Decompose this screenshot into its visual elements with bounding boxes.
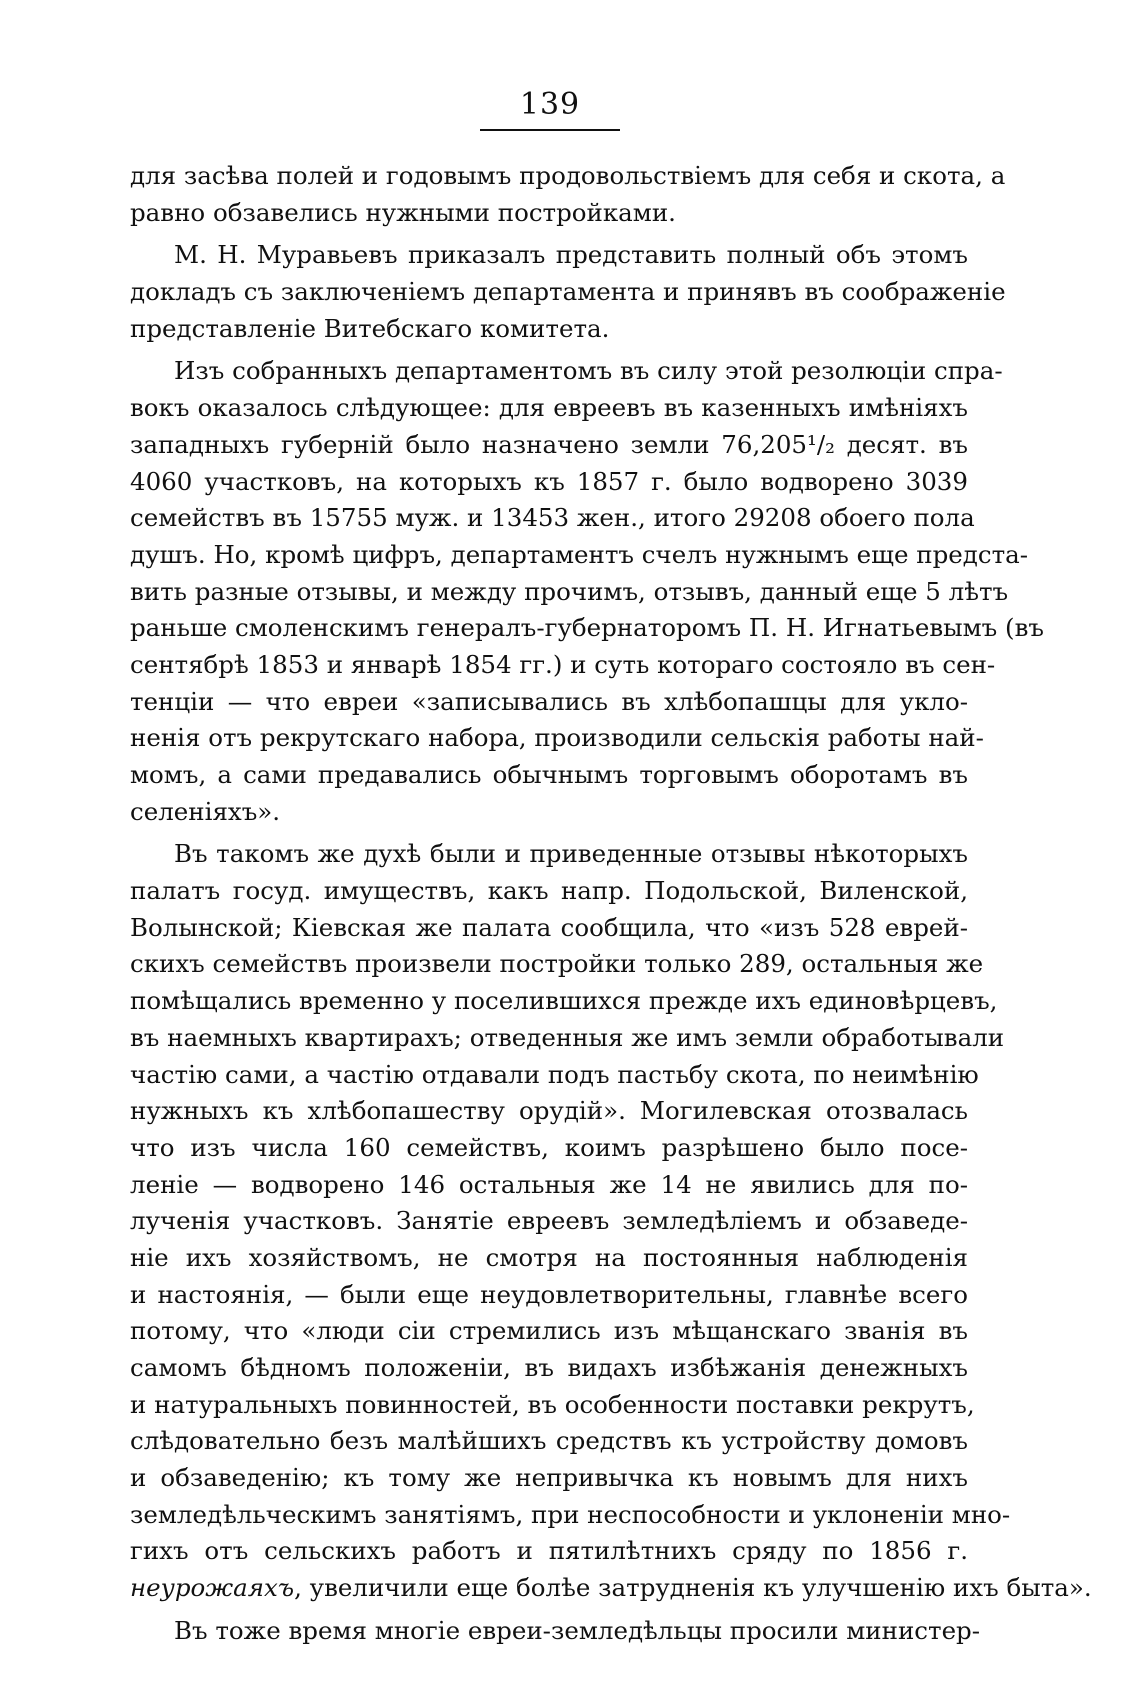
text-line: докладъ съ заключеніемъ департамента и принявъ въ соображеніе: [130, 277, 1006, 307]
text-line: земледѣльческимъ занятіямъ, при неспособности и уклоненіи мно-: [130, 1499, 1011, 1529]
text-line: леніе — водворено 146 остальныя же 14 не явились для по-: [130, 1169, 968, 1199]
text-line-with-italic: [130, 1570, 1092, 1607]
text-line: вокъ оказалось слѣдующее: для евреевъ въ казенныхъ имѣніяхъ: [130, 393, 968, 423]
page-number-rule: [480, 129, 620, 131]
text-line: слѣдовательно безъ малѣйшихъ средствъ къ устройству домовъ: [130, 1426, 968, 1456]
text-line: вить разные отзывы, и между прочимъ, отзывъ, данный еще 5 лѣтъ: [130, 576, 1009, 606]
italic-word: неурожаяхъ: [130, 1573, 295, 1603]
text-line: нужныхъ къ хлѣбопашеству орудій». Могилевская отозвалась: [130, 1096, 968, 1126]
text-line: сентябрѣ 1853 и январѣ 1854 гг.) и суть котораго состояло въ сен-: [130, 649, 996, 679]
text-line: помѣщались временно у поселившихся прежде ихъ единовѣрцевъ,: [130, 986, 998, 1016]
text-line: ніе ихъ хозяйствомъ, не смотря на постоянныя наблюденія: [130, 1242, 968, 1272]
text-line: потому, что «люди сіи стремились изъ мѣщанскаго званія въ: [130, 1316, 968, 1346]
text-line: самомъ бѣдномъ положеніи, въ видахъ избѣжанія денежныхъ: [130, 1353, 968, 1382]
text-line: лученія участковъ. Занятіе евреевъ земледѣліемъ и обзаведе-: [130, 1206, 968, 1236]
text-line: палатъ госуд. имуществъ, какъ напр. Подольской, Виленской,: [130, 876, 968, 906]
text-line: ненія отъ рекрутскаго набора, производили сельскія работы най-: [130, 723, 984, 753]
text-line: душъ. Но, кромѣ цифръ, департаментъ счелъ нужнымъ еще предста-: [130, 539, 1029, 569]
text-line: семействъ въ 15755 муж. и 13453 жен., итого 29208 обоего пола: [130, 503, 975, 533]
text-line: селеніяхъ».: [130, 796, 281, 826]
text-line: гихъ отъ сельскихъ работъ и пятилѣтнихъ сряду по 1856 г.: [130, 1536, 968, 1566]
text-line: Волынской; Кіевская же палата сообщила, что «изъ 528 еврей-: [130, 912, 968, 942]
text-line: для засѣва полей и годовымъ продовольствіемъ для себя и скота, а: [130, 161, 1006, 190]
text-line: равно обзавелись нужными постройками.: [130, 197, 676, 227]
text-line: скихъ семействъ произвели постройки только 289, остальныя же: [130, 949, 984, 979]
text-line: и обзаведенію; къ тому же непривычка къ новымъ для нихъ: [130, 1463, 968, 1493]
text-line: представленіе Витебскаго комитета.: [130, 313, 610, 343]
text-line: раньше смоленскимъ генералъ-губернаторомъ П. Н. Игнатьевымъ (въ: [130, 613, 1044, 643]
text-line: и настоянія, — были еще неудовлетворительны, главнѣе всего: [130, 1279, 968, 1309]
text-line: и натуральныхъ повинностей, въ особенности поставки рекрутъ,: [130, 1389, 975, 1419]
page-number: 139: [519, 87, 581, 122]
paragraph-start-line: М. Н. Муравьевъ приказалъ представить полный объ этомъ: [174, 240, 968, 270]
text-line: момъ, а сами предавались обычнымъ торговымъ оборотамъ въ: [130, 760, 968, 789]
text-line: что изъ числа 160 семействъ, коимъ разрѣшено было посе-: [130, 1132, 968, 1162]
text-line: западныхъ губерній было назначено земли 76,205¹/₂ десят. въ: [130, 429, 968, 459]
text-line-remainder: , увеличили еще болѣе затрудненія къ улучшенію ихъ быта».: [294, 1573, 1092, 1603]
text-line: въ наемныхъ квартирахъ; отведенныя же имъ земли обработывали: [130, 1022, 1005, 1052]
paragraph-start-line: Изъ собранныхъ департаментомъ въ силу этой резолюціи спра-: [174, 356, 1003, 386]
paragraph-start-line: Въ такомъ же духѣ были и приведенные отзывы нѣкоторыхъ: [174, 839, 968, 869]
text-line: частію сами, а частію отдавали подъ пастьбу скота, по неимѣнію: [130, 1059, 979, 1089]
paragraph-start-line: Въ тоже время многіе евреи-земледѣльцы просили министер-: [174, 1615, 981, 1645]
text-line: тенціи — что евреи «записывались въ хлѣбопашцы для укло-: [130, 686, 968, 716]
body-text: [130, 158, 1092, 1650]
text-line: 4060 участковъ, на которыхъ къ 1857 г. было водворено 3039: [130, 466, 968, 496]
